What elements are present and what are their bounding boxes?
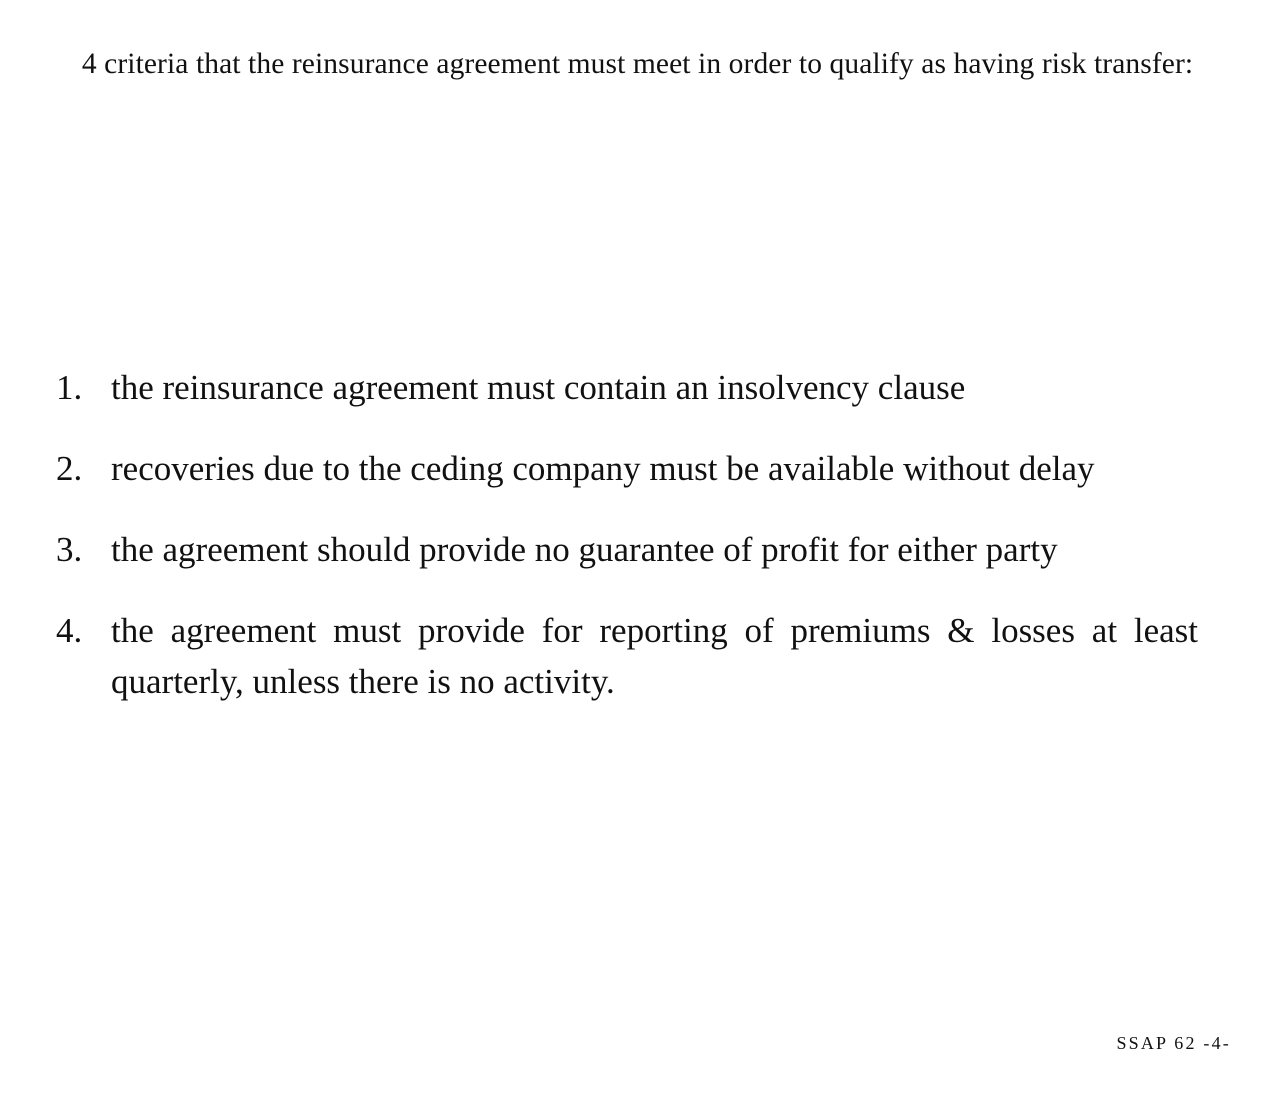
criterion-4 [56,605,1198,707]
criterion-text: recoveries due to the ceding company must be available without delay [111,449,1095,488]
criterion-number: 2. [56,449,83,488]
criterion-number: 3. [56,530,83,569]
criterion-text: the reinsurance agreement must contain an insolvency clause [111,368,966,407]
criterion-text: the agreement must provide for reporting of premiums & losses at least quarterly, unless there is no activity. [111,611,1198,701]
criterion-text: the agreement should provide no guarantee of profit for either party [111,530,1058,569]
criterion-1 [56,362,1198,413]
criteria-list [56,362,1198,737]
page-footer: SSAP 62 -4- [1116,1033,1231,1053]
criterion-3 [56,524,1198,575]
criterion-2 [56,443,1198,494]
criterion-number: 1. [56,368,83,407]
slide-title: 4 criteria that the reinsurance agreement must meet in order to qualify as having risk transfer: [81,48,1194,80]
criterion-number: 4. [56,611,83,650]
